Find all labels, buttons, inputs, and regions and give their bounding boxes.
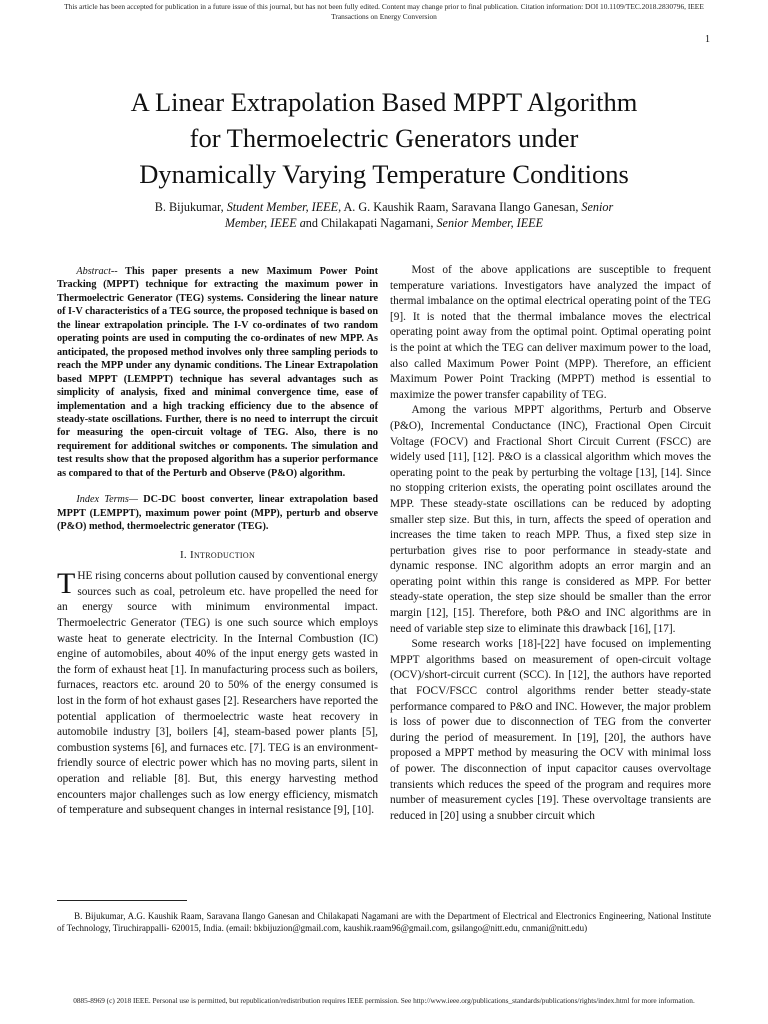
right-paragraph-1: Most of the above applications are susceptible to frequent temperature variations. Investigators have analyzed the impact of thermal imbalance on the optimal electrical operating point of the TEG [9]. It is noted that the thermal imbalance moves the electrical operating point away from the optimal point. Optimal operating point is the point at which the TEG can deliver maximum power to the load, also called Maximum Power Point (MPP). Therefore, an efficient Maximum Power Point Tracking (MPPT) method is essential to maximize the power transfer capability of TEG.: [390, 264, 712, 401]
author-2: , A. G. Kaushik Raam, Saravana Ilango Ganesan,: [338, 200, 582, 214]
banner-line-1: This article has been accepted for publication in a future issue of this journal, but has not been fully edited. Content may change prior to final publication. Citation information: DOI 10.1109/TEC.2018.2830796, IEEE: [64, 2, 704, 11]
author-3-role: Senior Member, IEEE: [436, 216, 544, 230]
abstract: [57, 265, 378, 480]
publication-notice-banner: [20, 2, 748, 22]
banner-line-2: Transactions on Energy Conversion: [331, 12, 437, 21]
section-heading-introduction: [57, 548, 378, 564]
author-affiliation-footnote: B. Bijukumar, A.G. Kaushik Raam, Saravana Ilango Ganesan and Chilakapati Nagamani are with the Department of Electrical and Electronics Engineering, National Institute of Technology, Tiruchirappalli- 620015, India. (email: bkbijuzion@gmail.com, kaushik.raam96@gmail.com, gsilango@nitt.edu, cnmani@nitt.edu): [57, 911, 711, 934]
left-column: [57, 263, 378, 819]
section-number: I.: [179, 548, 191, 561]
index-terms-text: DC-DC boost converter, linear extrapolation based MPPT (LEMPPT), maximum power point (MPP), perturb and observe (P&O) method, thermoelectric generator (TEG).: [57, 494, 378, 533]
drop-cap: T: [57, 567, 76, 601]
index-terms: [57, 493, 378, 533]
right-column: [390, 263, 711, 824]
title-line-2: for Thermoelectric Generators under: [189, 123, 579, 153]
paper-title: [40, 84, 728, 192]
abstract-text: This paper presents a new Maximum Power Point Tracking (MPPT) technique for extracting the maximum power in Thermoelectric Generator (TEG) systems. Considering the linear nature of I-V characteristics of a TEG source, the proposed technique is based on the linear extrapolation principle. The I-V co-ordinates of two random operating points are used in computing the co-ordinates of new MPP. As anticipated, the proposed method involves only three sampling periods to reach the MPP under any dynamic conditions. The Linear Extrapolation based MPPT (LEMPPT) technique has several advantages such as simplicity of analysis, fixed and minimal convergence time, ease of implementation and a high tracking efficiency due to the absence of steady-state oscillations. Further, there is no need to interrupt the circuit for measuring the open-circuit voltage of TEG. Also, there is no requirement for additional switches or components. The simulation and test results show that the proposed algorithm has a superior performance as compared to that of the Perturb and Observe (P&O) algorithm.: [57, 266, 379, 479]
right-paragraph-2: Among the various MPPT algorithms, Perturb and Observe (P&O), Incremental Conductance (INC), Fractional Open Circuit Voltage (FOCV) and Fractional Short Circuit Current (FSCC) are widely used [11], [12]. P&O is a classical algorithm which moves the operating point to the peak by perturbing the voltage [13], [14]. Since no stopping criterion exists, the operating point oscillates around the MPP. These steady-state oscillations can be reduced by adopting smaller step size. But this, in turn, affects the speed of operation and increases the time taken to reach MPP. Thus, a fixed step size in perturbation gives rise to poor performance in steady-state and dynamic response. INC algorithm adopts an error margin and an operating point within this range is considered as MPP. For better steady-state operation, the step size should be smaller than the error margin [12], [15]. Therefore, both P&O and INC algorithms are in need of variable step size to eliminate this drawback [16], [17].: [390, 404, 711, 635]
author-2-role-2: Member, IEEE a: [224, 216, 306, 230]
index-terms-label: Index Terms—: [76, 494, 138, 506]
page-number: 1: [705, 34, 710, 45]
intro-text: HE rising concerns about pollution caused by conventional energy sources such as coal, petroleum etc. have propelled the need for an energy source with minimum environmental impact. Thermoelectric Generator (TEG) is one such source which employs waste heat to generate electricity. In the Internal Combustion (IC) engine of automobiles, about 40% of the input energy gets wasted in the form of exhaust heat [1]. In manufacturing process such as boilers, furnaces, reactors etc. around 20 to 50% of the energy consumed is lost in the form of hot exhaust gases [2]. Researchers have reported the potential application of thermoelectric waste heat recovery in automobile industry [3], boilers [4], steam-based power plants [5], combustion systems [6], and furnaces etc. [7]. TEG is an environment-friendly source of electric power which has no moving parts, silent in operation and reliable [8]. But, this energy harvesting method encounters major challenges such as low energy efficiency, mismatch of temperature and subsequent changes in internal resistance [9], [10].: [57, 570, 378, 817]
footnote-divider: [57, 900, 187, 901]
section-title: Introduction: [190, 548, 256, 561]
title-line-3: Dynamically Varying Temperature Conditions: [139, 159, 629, 189]
author-list: [90, 199, 678, 231]
title-line-1: A Linear Extrapolation Based MPPT Algorithm: [130, 87, 638, 117]
author-3: nd Chilakapati Nagamani,: [305, 216, 437, 230]
author-1: B. Bijukumar,: [154, 200, 227, 214]
intro-paragraph-1: [57, 569, 378, 819]
author-1-role: Student Member, IEEE: [226, 200, 339, 214]
abstract-label: Abstract--: [76, 266, 118, 277]
copyright-footer: 0885-8969 (c) 2018 IEEE. Personal use is permitted, but republication/redistribution requires IEEE permission. See http://www.ieee.org/publications_standards/publications/rights/index.html for more information.: [73, 996, 695, 1005]
right-paragraph-3: Some research works [18]-[22] have focused on implementing MPPT algorithms based on measurement of open-circuit voltage (OCV)/short-circuit current (SCC). In [12], the authors have reported that FOCV/FSCC control algorithms render better steady-state performance compared to P&O and INC. However, the major problem is loss of power due to disconnection of TEG from the converter during the period of measurement. In [19], [20], the authors have proposed a MPPT method by measuring the OCV with minimal loss of power. The disconnection of input capacitor causes overvoltage transients which reduces the speed of the program and requires more number of measurement cycles [19]. These overvoltage transients are reduced in [20] using a snubber circuit which: [390, 638, 711, 822]
author-2-role-1: Senior: [581, 200, 614, 214]
